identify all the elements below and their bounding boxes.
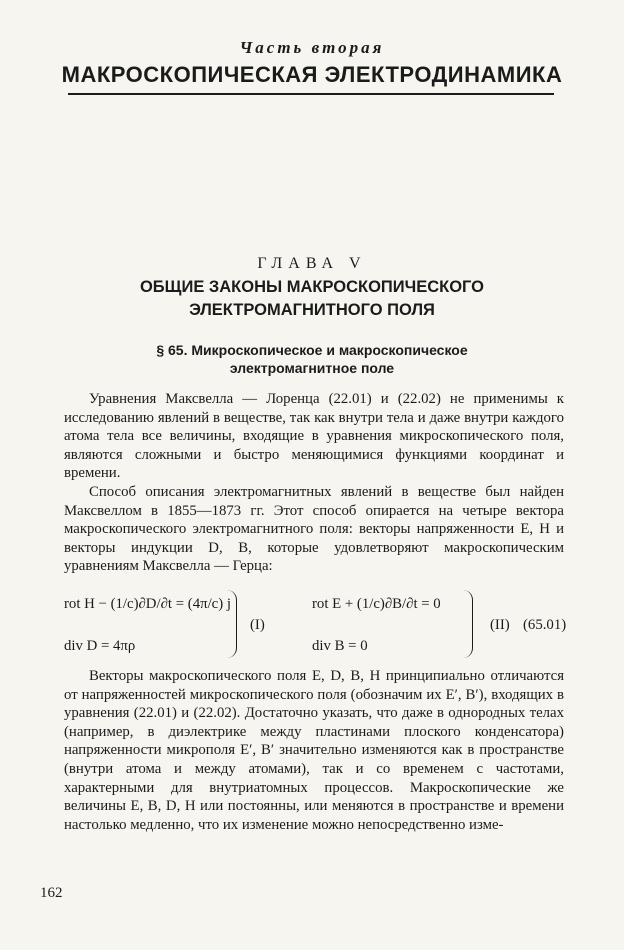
title-rule bbox=[68, 93, 554, 95]
section-title-line1: § 65. Микроскопическое и макроскопическое bbox=[156, 342, 468, 358]
paragraph-1: Уравнения Максвелла — Лоренца (22.01) и (22.02) не применимы к исследованию явлений в веществе, так как внутри тела и даже внутри каждого атома тела все величины, входящие в уравнения микроскопического поля, являются сложными и быстро меняющимися функциями координат и времени. bbox=[64, 391, 564, 482]
paragraph-2: Способ описания электромагнитных явлений в веществе был найден Максвеллом в 1855—1873 гг. Этот способ опирается на четыре вектора макроскопического электромагнитного поля: векторы напряженности E, H и векторы индукции D, B, которые удовлетворяют макроскопическим уравнениям Максвелла — Герца: bbox=[64, 484, 564, 575]
page-number: 162 bbox=[40, 885, 63, 901]
brace-2 bbox=[462, 590, 473, 658]
part-title: МАКРОСКОПИЧЕСКАЯ ЭЛЕКТРОДИНАМИКА bbox=[61, 62, 563, 87]
paragraph-3: Векторы макроскопического поля E, D, B, H принципиально отличаются от напряженностей микроскопического поля (обозначим их E′, B′), входящих в уравнения (22.01) и (22.02). Достаточно указать, что даже в однородных телах (например, в диэлектрике между пластинами плоского конденсатора) напряженности микрополя E′, B′ значительно изменяются как в пространстве (внутри атома и между атомами), так и со временем с частотами, характерными для внутриатомных процессов. Макроскопические же величины E, B, D, H или постоянны, или меняются в пространстве и времени настолько медленно, что их изменение можно непосредственно изме- bbox=[64, 668, 564, 833]
section-title-line2: электромагнитное поле bbox=[229, 360, 395, 376]
equation-2a: rot E + (1/c)∂B/∂t = 0 bbox=[312, 596, 441, 612]
chapter-title-line2: ЭЛЕКТРОМАГНИТНОГО ПОЛЯ bbox=[189, 301, 435, 319]
section-title bbox=[0, 341, 624, 377]
part-label: Часть вторая bbox=[239, 38, 385, 57]
equation-2b: div B = 0 bbox=[312, 638, 368, 654]
equation-1b: div D = 4πρ bbox=[64, 638, 136, 654]
equation-tag-1: (I) bbox=[250, 617, 265, 633]
chapter-title-line1: ОБЩИЕ ЗАКОНЫ МАКРОСКОПИЧЕСКОГО bbox=[139, 278, 485, 296]
equation-tag-2: (II) bbox=[490, 617, 510, 633]
brace-1 bbox=[226, 590, 237, 658]
chapter-number: ГЛАВА V bbox=[257, 255, 367, 272]
equation-1a: rot H − (1/c)∂D/∂t = (4π/c) j bbox=[64, 596, 231, 612]
chapter-title bbox=[0, 276, 624, 322]
equation-number: (65.01) bbox=[523, 617, 567, 633]
